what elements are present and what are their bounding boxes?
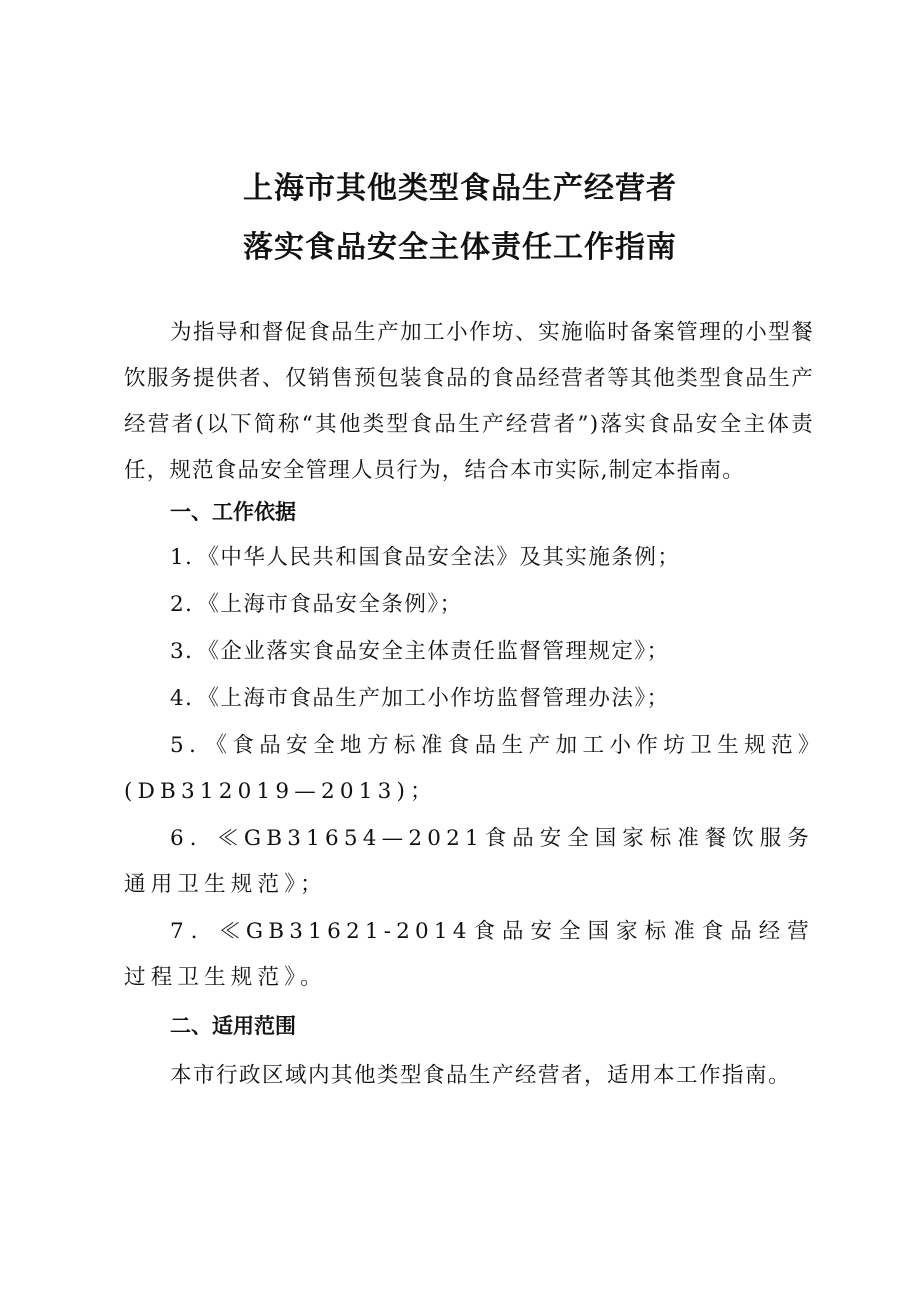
document-title-line-1: 上海市其他类型食品生产经营者 (243, 171, 677, 206)
basis-item-7: 7．≪GB31621-2014食品安全国家标准食品经营过程卫生规范》。 (124, 919, 814, 990)
basis-item-3: 3．《企业落实食品安全主体责任监督管理规定》； (170, 639, 670, 664)
document-title-line-2: 落实食品安全主体责任工作指南 (243, 230, 677, 265)
intro-paragraph: 为指导和督促食品生产加工小作坊、实施临时备案管理的小型餐饮服务提供者、仅销售预包装食品的食品经营者等其他类型食品生产经营者(以下简称“其他类型食品生产经营者”)落实食品安全主体责任，规范食品安全管理人员行为，结合本市实际,制定本指南。 (124, 320, 814, 483)
basis-item-2: 2．《上海市食品安全条例》； (170, 592, 463, 617)
basis-item-4: 4．《上海市食品生产加工小作坊监督管理办法》； (170, 686, 670, 711)
basis-item-5: 5．《食品安全地方标准食品生产加工小作坊卫生规范》(DB312019—2013)； (124, 733, 814, 804)
basis-item-6: 6．≪GB31654—2021食品安全国家标准餐饮服务通用卫生规范》； (124, 826, 814, 897)
section-1-heading: 一、工作依据 (170, 500, 296, 524)
section-2-heading: 二、适用范围 (170, 1014, 296, 1038)
scope-paragraph: 本市行政区域内其他类型食品生产经营者，适用本工作指南。 (170, 1063, 792, 1088)
basis-item-1: 1．《中华人民共和国食品安全法》及其实施条例； (170, 545, 681, 570)
